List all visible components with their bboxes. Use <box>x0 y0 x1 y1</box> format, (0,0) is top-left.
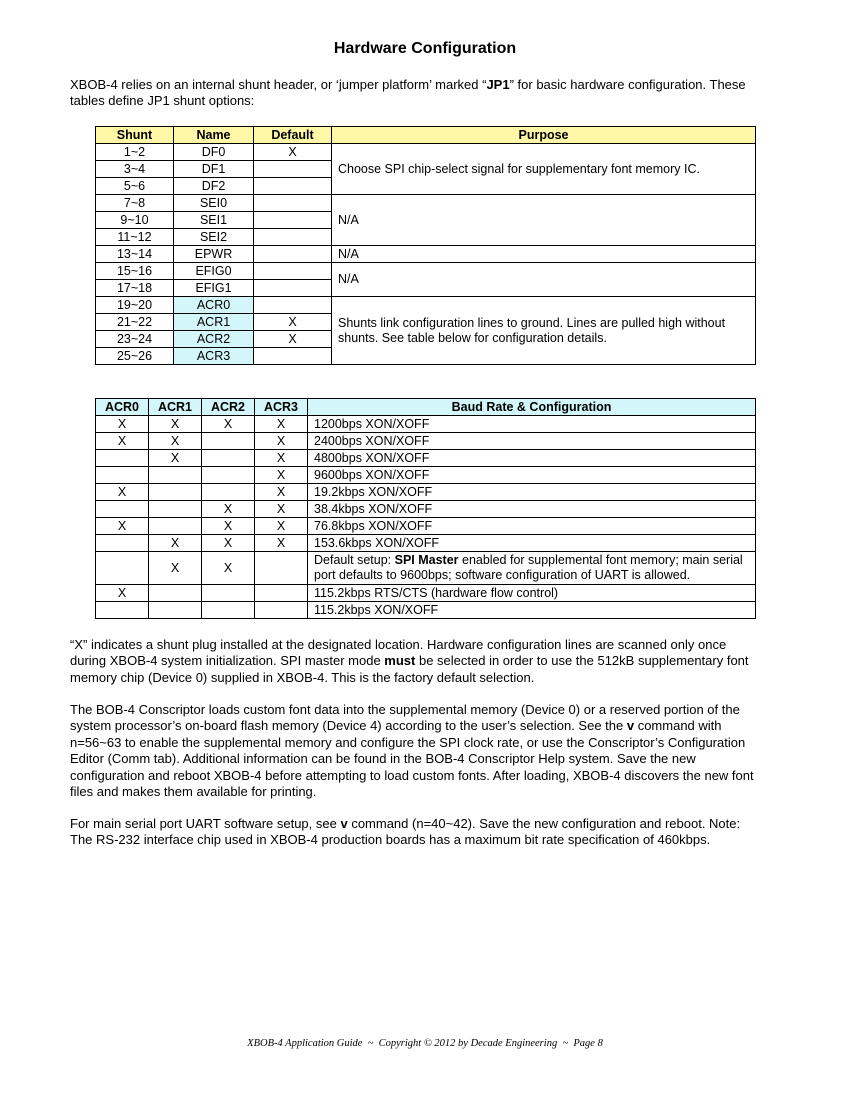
acr2-cell: X <box>202 535 255 552</box>
acr3-cell: X <box>255 518 308 535</box>
column-header: ACR3 <box>255 399 308 416</box>
acr3-cell: X <box>255 535 308 552</box>
acr0-cell <box>96 535 149 552</box>
column-header: Baud Rate & Configuration <box>308 399 756 416</box>
table-row <box>96 297 756 314</box>
default-cell <box>254 280 332 297</box>
acr1-cell <box>149 484 202 501</box>
acr3-cell <box>255 552 308 585</box>
name-cell: SEI1 <box>174 212 254 229</box>
name-cell: DF0 <box>174 144 254 161</box>
acr0-cell: X <box>96 416 149 433</box>
table-row <box>96 433 756 450</box>
acr2-cell: X <box>202 518 255 535</box>
default-cell: X <box>254 144 332 161</box>
column-header: Name <box>174 127 254 144</box>
default-cell <box>254 348 332 365</box>
shunt-cell: 25~26 <box>96 348 174 365</box>
acr3-cell: X <box>255 467 308 484</box>
table-row <box>96 450 756 467</box>
config-cell: 9600bps XON/XOFF <box>308 467 756 484</box>
column-header: ACR0 <box>96 399 149 416</box>
acr2-cell <box>202 602 255 619</box>
config-cell: 19.2kbps XON/XOFF <box>308 484 756 501</box>
table-row <box>96 246 756 263</box>
shunt-cell: 7~8 <box>96 195 174 212</box>
config-cell: 153.6kbps XON/XOFF <box>308 535 756 552</box>
acr1-cell <box>149 602 202 619</box>
table-row <box>96 552 756 585</box>
column-header: Shunt <box>96 127 174 144</box>
name-cell: SEI2 <box>174 229 254 246</box>
acr2-cell: X <box>202 501 255 518</box>
table-row <box>96 467 756 484</box>
name-cell: ACR3 <box>174 348 254 365</box>
table-row <box>96 585 756 602</box>
name-cell: SEI0 <box>174 195 254 212</box>
column-header: ACR2 <box>202 399 255 416</box>
default-cell <box>254 246 332 263</box>
config-cell: 4800bps XON/XOFF <box>308 450 756 467</box>
default-cell <box>254 161 332 178</box>
table-row <box>96 518 756 535</box>
default-cell <box>254 195 332 212</box>
name-cell: EFIG0 <box>174 263 254 280</box>
acr-baud-rate-table <box>95 398 756 619</box>
acr1-cell: X <box>149 450 202 467</box>
acr3-cell: X <box>255 501 308 518</box>
acr1-cell <box>149 501 202 518</box>
shunt-cell: 5~6 <box>96 178 174 195</box>
acr0-cell <box>96 467 149 484</box>
acr0-cell <box>96 602 149 619</box>
acr1-cell: X <box>149 416 202 433</box>
shunt-legend-paragraph: “X” indicates a shunt plug installed at the designated location. Hardware configuration lines are scanned only once during XBOB-4 system initialization. SPI master mode must be selected in order to use the 512kB supplementary font memory chip (Device 0) supplied in XBOB-4. This is the factory default selection. <box>70 637 749 685</box>
table-row <box>96 195 756 212</box>
table-row <box>96 484 756 501</box>
uart-setup-paragraph: For main serial port UART software setup, see v command (n=40~42). Save the new configuration and reboot. Note: The RS-232 interface chip used in XBOB-4 production boards has a maximum bit rate specification of 460kbps. <box>70 816 741 848</box>
jp1-shunt-table <box>95 126 756 365</box>
name-cell: ACR1 <box>174 314 254 331</box>
acr3-cell: X <box>255 416 308 433</box>
default-cell <box>254 263 332 280</box>
table-row <box>96 535 756 552</box>
shunt-cell: 15~16 <box>96 263 174 280</box>
column-header: Default <box>254 127 332 144</box>
acr0-cell: X <box>96 585 149 602</box>
default-cell <box>254 178 332 195</box>
purpose-cell: Shunts link configuration lines to ground. Lines are pulled high without shunts. See table below for configuration details. <box>332 297 756 365</box>
config-cell: 1200bps XON/XOFF <box>308 416 756 433</box>
shunt-cell: 3~4 <box>96 161 174 178</box>
shunt-cell: 19~20 <box>96 297 174 314</box>
acr0-cell <box>96 552 149 585</box>
page-title: Hardware Configuration <box>333 40 517 57</box>
default-cell <box>254 212 332 229</box>
table-row <box>96 501 756 518</box>
page-footer: XBOB-4 Application Guide ~ Copyright © 2012 by Decade Engineering ~ Page 8 <box>247 1038 603 1049</box>
acr2-cell: X <box>202 416 255 433</box>
config-cell: 115.2kbps XON/XOFF <box>308 602 756 619</box>
acr1-cell <box>149 585 202 602</box>
acr2-cell <box>202 467 255 484</box>
conscriptor-paragraph: The BOB-4 Conscriptor loads custom font data into the supplemental memory (Device 0) or a reserved portion of the system processor’s on-board flash memory (Device 4) according to the user’s selection. See the v command with n=56~63 to enable the supplemental memory and configure the SPI clock rate, or use the Conscriptor’s Configuration Editor (Comm tab). Additional information can be found in the BOB-4 Conscriptor Help system. Save the new configuration and reboot XBOB-4 before attempting to load custom fonts. After loading, XBOB-4 discovers the new font files and makes them available for printing. <box>70 702 754 800</box>
acr1-cell <box>149 467 202 484</box>
acr1-cell <box>149 518 202 535</box>
config-cell: 38.4kbps XON/XOFF <box>308 501 756 518</box>
name-cell: DF1 <box>174 161 254 178</box>
acr3-cell: X <box>255 484 308 501</box>
default-cell: X <box>254 331 332 348</box>
name-cell: DF2 <box>174 178 254 195</box>
table-row <box>96 416 756 433</box>
name-cell: EPWR <box>174 246 254 263</box>
acr3-cell <box>255 585 308 602</box>
acr1-cell: X <box>149 535 202 552</box>
column-header: ACR1 <box>149 399 202 416</box>
config-cell: Default setup: SPI Master enabled for supplemental font memory; main serial port defaults to 9600bps; software configuration of UART is allowed. <box>308 552 756 585</box>
acr3-cell: X <box>255 450 308 467</box>
intro-paragraph: XBOB-4 relies on an internal shunt header, or ‘jumper platform’ marked “JP1” for basic hardware configuration. These tables define JP1 shunt options: <box>70 77 746 109</box>
purpose-cell: N/A <box>332 246 756 263</box>
name-cell: ACR0 <box>174 297 254 314</box>
column-header: Purpose <box>332 127 756 144</box>
acr2-cell <box>202 585 255 602</box>
shunt-cell: 17~18 <box>96 280 174 297</box>
acr0-cell: X <box>96 484 149 501</box>
name-cell: ACR2 <box>174 331 254 348</box>
shunt-cell: 13~14 <box>96 246 174 263</box>
table-header-row <box>96 399 756 416</box>
acr2-cell <box>202 484 255 501</box>
table-row <box>96 144 756 161</box>
acr0-cell <box>96 501 149 518</box>
acr3-cell <box>255 602 308 619</box>
config-cell: 2400bps XON/XOFF <box>308 433 756 450</box>
purpose-cell: Choose SPI chip-select signal for supplementary font memory IC. <box>332 144 756 195</box>
table-row <box>96 602 756 619</box>
default-cell: X <box>254 314 332 331</box>
acr3-cell: X <box>255 433 308 450</box>
acr0-cell: X <box>96 433 149 450</box>
config-cell: 76.8kbps XON/XOFF <box>308 518 756 535</box>
default-cell <box>254 297 332 314</box>
acr2-cell <box>202 450 255 467</box>
shunt-cell: 9~10 <box>96 212 174 229</box>
name-cell: EFIG1 <box>174 280 254 297</box>
shunt-cell: 11~12 <box>96 229 174 246</box>
shunt-cell: 23~24 <box>96 331 174 348</box>
config-cell: 115.2kbps RTS/CTS (hardware flow control) <box>308 585 756 602</box>
purpose-cell: N/A <box>332 263 756 297</box>
table-row <box>96 263 756 280</box>
acr0-cell <box>96 450 149 467</box>
acr2-cell <box>202 433 255 450</box>
acr1-cell: X <box>149 433 202 450</box>
table-header-row <box>96 127 756 144</box>
acr0-cell: X <box>96 518 149 535</box>
default-cell <box>254 229 332 246</box>
purpose-cell: N/A <box>332 195 756 246</box>
acr1-cell: X <box>149 552 202 585</box>
acr2-cell: X <box>202 552 255 585</box>
shunt-cell: 21~22 <box>96 314 174 331</box>
shunt-cell: 1~2 <box>96 144 174 161</box>
